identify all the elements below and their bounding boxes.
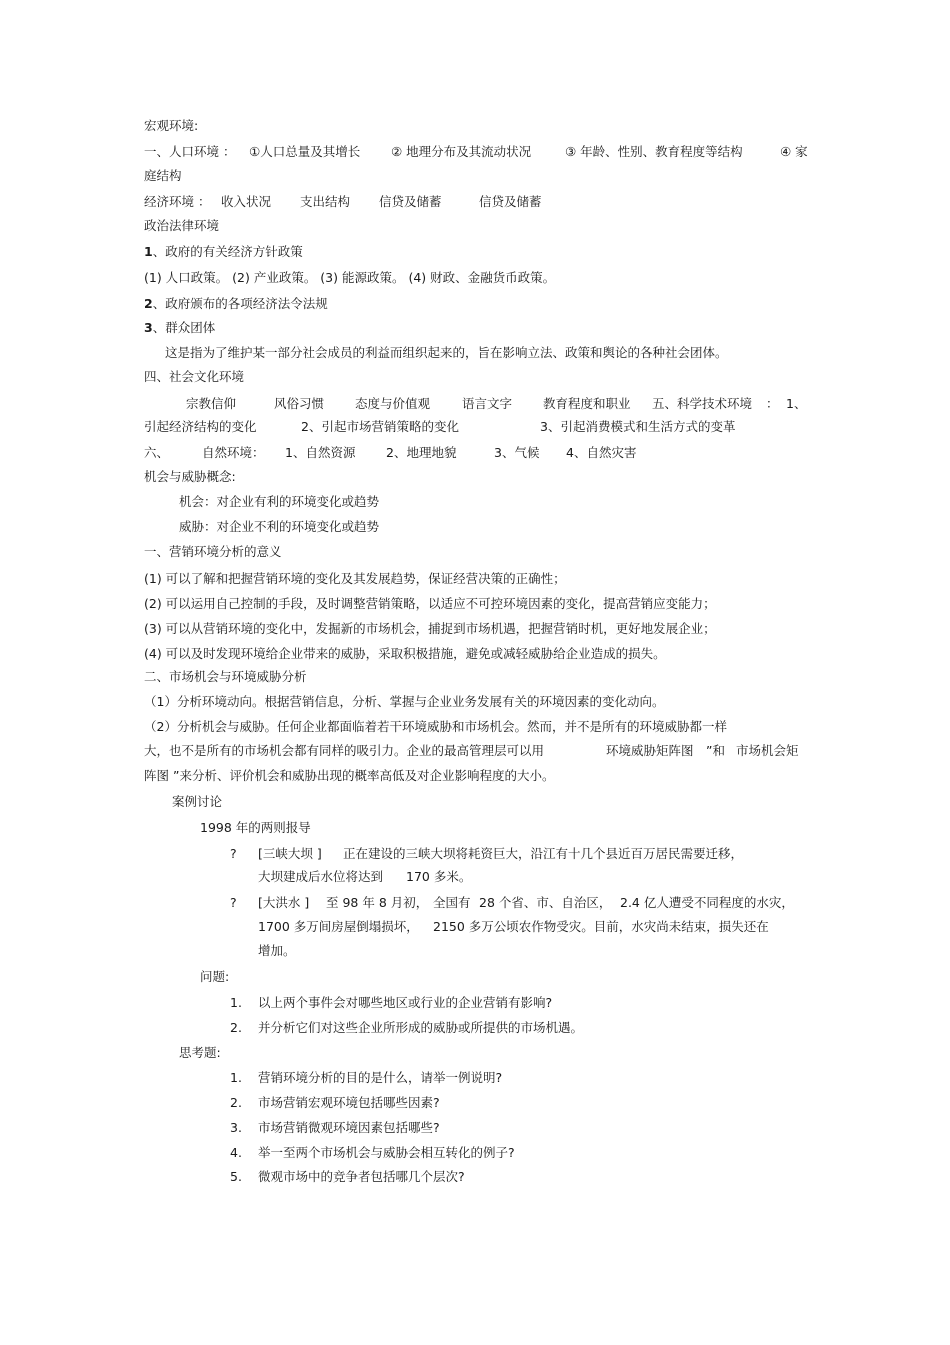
point-text: 、政府的有关经济方针政策 (152, 244, 303, 259)
opportunity-definition: 机会：对企业有利的环境变化或趋势 (179, 494, 380, 509)
political-point-1 (144, 244, 303, 260)
tech-colon: ： (766, 396, 779, 411)
thinking-number: 4. (230, 1145, 242, 1160)
case-subtitle: 1998 年的两则报导 (200, 820, 311, 835)
social-item: 态度与价值观 (355, 396, 431, 411)
report-bullet: ? (230, 895, 237, 910)
social-item: 风俗习惯 (274, 396, 325, 411)
social-item: 语言文字 (462, 396, 513, 411)
tech-item: 2、引起市场营销策略的变化 (301, 419, 459, 434)
thinking-label: 思考题: (179, 1045, 221, 1060)
analysis-title: 二、市场机会与环境威胁分析 (144, 669, 307, 684)
population-wrap: 庭结构 (144, 168, 182, 183)
question-number: 1. (230, 995, 242, 1010)
report-tag: [三峡大坝 ] (258, 846, 322, 861)
significance-title: 一、营销环境分析的意义 (144, 544, 282, 559)
economic-item: 收入状况 (221, 194, 272, 209)
point-text: 、群众团体 (152, 320, 216, 335)
thinking-text: 营销环境分析的目的是什么，请举一例说明? (258, 1070, 503, 1085)
economic-label: 经济环境 ： (144, 194, 211, 209)
significance-item: (1) 可以了解和把握营销环境的变化及其发展趋势，保证经营决策的正确性； (144, 571, 566, 586)
report-text: 正在建设的三峡大坝将耗资巨大，沿江有十几个县近百万居民需要迁移， (343, 846, 744, 861)
report-text: 大坝建成后水位将达到 (258, 869, 384, 884)
concept-title: 机会与威胁概念: (144, 469, 236, 484)
thinking-text: 市场营销宏观环境包括哪些因素? (258, 1095, 440, 1110)
significance-item: (4) 可以及时发现环境给企业带来的威胁，采取积极措施，避免或减轻威胁给企业造成的损失。 (144, 646, 666, 661)
significance-item: (2) 可以运用自己控制的手段，及时调整营销策略，以适应不可控环境因素的变化，提高营销应变能力； (144, 596, 716, 611)
analysis-item-2-line: （2）分析机会与威胁。任何企业都面临着若干环境威胁和市场机会。然而，并不是所有的环境威胁都一样 (144, 719, 727, 734)
question-text: 以上两个事件会对哪些地区或行业的企业营销有影响? (258, 995, 553, 1010)
economic-item: 支出结构 (300, 194, 351, 209)
group-description: 这是指为了维护某一部分社会成员的利益而组织起来的，旨在影响立法、政策和舆论的各种社会团体。 (165, 345, 728, 360)
population-item: ④ 家 (780, 144, 808, 159)
natural-item: 2、地理地貌 (386, 445, 457, 460)
threat-matrix-term: 环境威胁矩阵图 (606, 743, 694, 758)
report-tag: [大洪水 ] (258, 895, 310, 910)
case-title: 案例讨论 (172, 794, 223, 809)
natural-number: 六、 (144, 445, 170, 460)
point-number: 3 (144, 320, 153, 335)
social-item: 教育程度和职业 (543, 396, 631, 411)
thinking-number: 1. (230, 1070, 242, 1085)
section-heading: 宏观环境: (144, 118, 199, 133)
point-number: 1 (144, 244, 153, 259)
natural-item: 1、自然资源 (285, 445, 356, 460)
social-item: 宗教信仰 (186, 396, 237, 411)
economic-item: 信贷及储蓄 (479, 194, 542, 209)
analysis-item-1: （1）分析环境动向。根据营销信息，分析、掌握与企业业务发展有关的环境因素的变化动向。 (144, 694, 665, 709)
report-text: 2150 多万公顷农作物受灾。目前，水灾尚未结束，损失还在 (433, 919, 769, 934)
point-number: 2 (144, 296, 153, 311)
report-text: 28 个省、市、自治区， (479, 895, 612, 910)
political-title: 政治法律环境 (144, 218, 220, 233)
tech-number: 1、 (786, 396, 807, 411)
questions-label: 问题: (200, 969, 230, 984)
economic-item: 信贷及储蓄 (379, 194, 442, 209)
thinking-text: 举一至两个市场机会与威胁会相互转化的例子? (258, 1145, 515, 1160)
analysis-conjunction: ”和 (706, 743, 725, 758)
population-item: ② 地理分布及其流动状况 (391, 144, 532, 159)
political-point-2 (144, 296, 328, 312)
natural-item: 4、自然灾害 (566, 445, 637, 460)
population-label: 一、人口环境 ： (144, 144, 236, 159)
report-bullet: ? (230, 846, 237, 861)
report-text: 至 98 年 8 月初， (326, 895, 429, 910)
policy-list: (1) 人口政策。 (2) 产业政策。 (3) 能源政策。 (4) 财政、金融货币政策。 (144, 270, 556, 285)
political-point-3 (144, 320, 215, 336)
report-text: 增加。 (258, 943, 296, 958)
report-text: 2.4 亿人遭受不同程度的水灾， (620, 895, 794, 910)
tech-item: 引起经济结构的变化 (144, 419, 257, 434)
question-number: 2. (230, 1020, 242, 1035)
analysis-item-2-line: 阵图 ”来分析、评价机会和威胁出现的概率高低及对企业影响程度的大小。 (144, 768, 555, 783)
thinking-number: 3. (230, 1120, 242, 1135)
point-text: 、政府颁布的各项经济法令法规 (152, 296, 328, 311)
natural-item: 3、气候 (494, 445, 540, 460)
report-text: 170 多米。 (406, 869, 472, 884)
population-item: ③ 年龄、性别、教育程度等结构 (565, 144, 743, 159)
tech-label: 五、科学技术环境 (652, 396, 753, 411)
thinking-number: 5. (230, 1169, 242, 1184)
thinking-text: 市场营销微观环境因素包括哪些? (258, 1120, 440, 1135)
report-text: 全国有 (433, 895, 471, 910)
opportunity-matrix-term: 市场机会矩 (736, 743, 799, 758)
natural-label: 自然环境： (202, 445, 265, 460)
significance-item: (3) 可以从营销环境的变化中，发掘新的市场机会，捕捉到市场机遇，把握营销时机，更好地发展企业； (144, 621, 716, 636)
social-title: 四、社会文化环境 (144, 369, 245, 384)
question-text: 并分析它们对这些企业所形成的威胁或所提供的市场机遇。 (258, 1020, 584, 1035)
tech-item: 3、引起消费模式和生活方式的变革 (540, 419, 736, 434)
population-item: ①人口总量及其增长 (249, 144, 361, 159)
threat-definition: 威胁：对企业不利的环境变化或趋势 (179, 519, 380, 534)
thinking-text: 微观市场中的竞争者包括哪几个层次? (258, 1169, 465, 1184)
report-text: 1700 多万间房屋倒塌损坏， (258, 919, 419, 934)
analysis-item-2-line: 大，也不是所有的市场机会都有同样的吸引力。企业的最高管理层可以用 (144, 743, 545, 758)
thinking-number: 2. (230, 1095, 242, 1110)
